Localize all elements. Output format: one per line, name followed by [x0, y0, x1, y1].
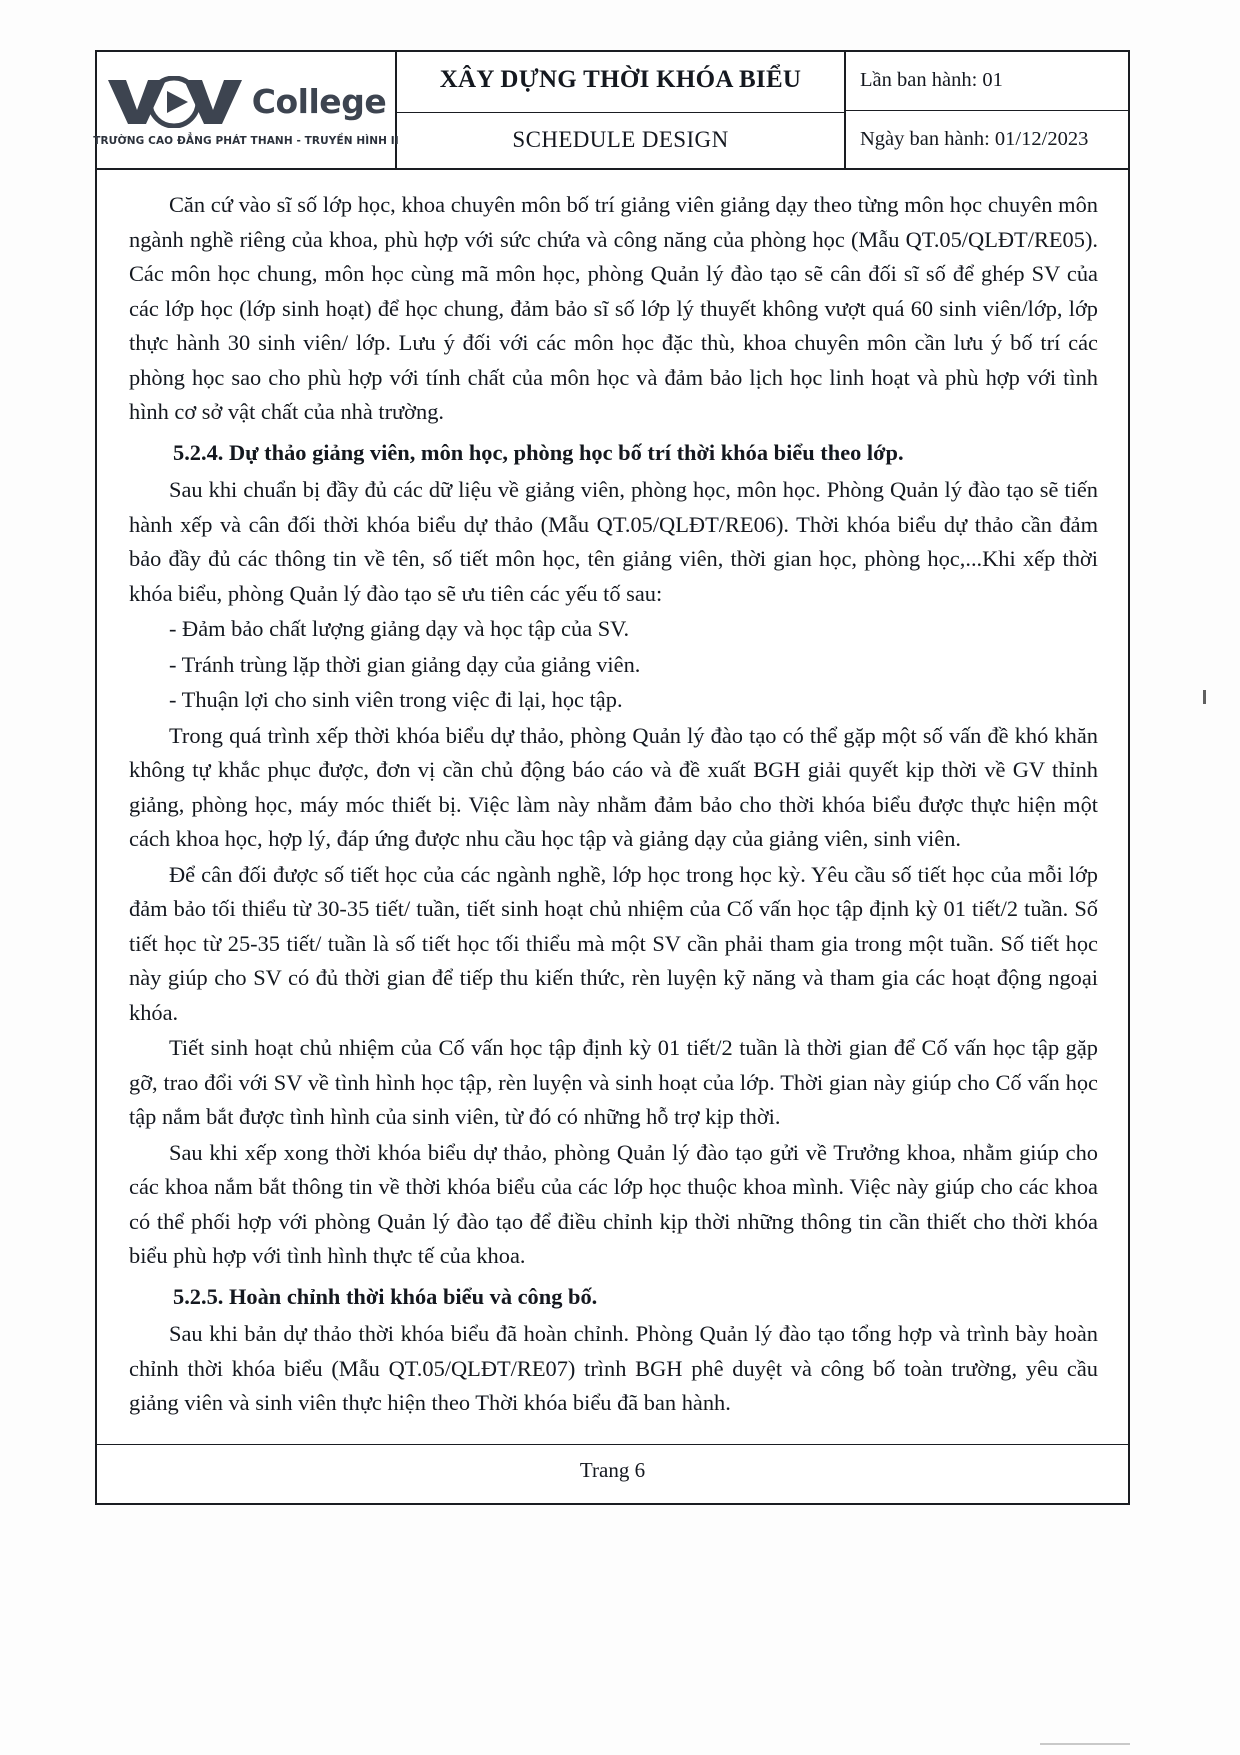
bullet-2: - Tránh trùng lặp thời gian giảng dạy của giảng viên.	[169, 651, 641, 677]
paragraph-5: Tiết sinh hoạt chủ nhiệm của Cố vấn học tập định kỳ 01 tiết/2 tuần là thời gian để Cố vấn học tập gặp gỡ, trao đổi với SV về tình hình học tập, rèn luyện và sinh hoạt của lớp. Thời gian này giúp cho Cố vấn học tập nắm bắt được tình hình của sinh viên, từ đó có những hỗ trợ kịp thời.	[129, 1035, 1098, 1129]
scan-edge-mark	[1203, 690, 1206, 704]
issue-number: Lần ban hành: 01	[846, 52, 1128, 111]
document-header	[93, 52, 1128, 170]
paragraph-4: Để cân đối được số tiết học của các ngành nghề, lớp học trong học kỳ. Yêu cầu số tiết học của mỗi lớp đảm bảo tối thiểu từ 30-35 tiết/ tuần, tiết sinh hoạt chủ nhiệm của Cố vấn học tập định kỳ 01 tiết/2 tuần. Số tiết học từ 25-35 tiết/ tuần là số tiết học tối thiểu mà một SV cần phải tham gia trong một tuần. Số tiết học này giúp cho SV có đủ thời gian để tiếp thu kiến thức, rèn luyện kỹ năng và tham gia các hoạt động ngoại khóa.	[129, 861, 1098, 1025]
vov-logo-icon	[106, 76, 246, 128]
header-title-cell	[397, 52, 846, 168]
paragraph-7: Sau khi bản dự thảo thời khóa biểu đã hoàn chỉnh. Phòng Quản lý đào tạo tổng hợp và trình bày hoàn chỉnh thời khóa biểu (Mẫu QT.05/QLĐT/RE07) trình BGH phê duyệt và công bố toàn trường, yêu cầu giảng viên và sinh viên thực hiện theo Thời khóa biểu đã ban hành.	[129, 1321, 1098, 1415]
logo-subtitle: TRƯỜNG CAO ĐẲNG PHÁT THANH - TRUYỀN HÌNH II	[93, 134, 399, 147]
issue-date: Ngày ban hành: 01/12/2023	[860, 127, 1089, 150]
paragraph-1: Căn cứ vào sĩ số lớp học, khoa chuyên môn bố trí giảng viên giảng dạy theo từng môn học chuyên môn ngành nghề riêng của khoa, phù hợp với sức chứa và công năng của phòng học (Mẫu QT.05/QLĐT/RE05). Các môn học chung, môn học cùng mã môn học, phòng Quản lý đào tạo sẽ cân đối sĩ số để ghép SV của các lớp học (lớp sinh hoạt) để học chung, đảm bảo sĩ số lớp lý thuyết không vượt quá 60 sinh viên/lớp, lớp thực hành 30 sinh viên/ lớp. Lưu ý đối với các môn học đặc thù, khoa chuyên môn cần lưu ý bố trí các phòng học sao cho phù hợp với tính chất của môn học và đảm bảo lịch học linh hoạt và phù hợp với tình hình cơ sở vật chất của nhà trường.	[129, 192, 1098, 424]
heading-5-2-5: 5.2.5. Hoàn chỉnh thời khóa biểu và công bố.	[173, 1283, 598, 1309]
header-logo-cell	[93, 52, 399, 168]
document-frame	[95, 50, 1130, 1505]
bullet-3: - Thuận lợi cho sinh viên trong việc đi lại, học tập.	[169, 687, 623, 712]
logo-row	[106, 76, 386, 128]
scan-bottom-mark	[1040, 1743, 1130, 1745]
logo-wordmark: College	[251, 82, 387, 121]
bullet-1: - Đảm bảo chất lượng giảng dạy và học tập của SV.	[169, 616, 630, 641]
paragraph-2: Sau khi chuẩn bị đầy đủ các dữ liệu về giảng viên, phòng học, môn học. Phòng Quản lý đào tạo sẽ tiến hành xếp và cân đối thời khóa biểu dự thảo (Mẫu QT.05/QLĐT/RE06). Thời khóa biểu dự thảo cần đảm bảo đầy đủ các thông tin về tên, số tiết môn học, tên giảng viên, thời gian học, phòng học,...Khi xếp thời khóa biểu, phòng Quản lý đào tạo sẽ ưu tiên các yếu tố sau:	[129, 477, 1098, 606]
document-title-vi: XÂY DỰNG THỜI KHÓA BIỂU	[397, 52, 844, 113]
page-footer: Trang 6	[579, 1458, 646, 1482]
header-meta-cell	[846, 52, 1128, 168]
document-body	[97, 170, 1128, 1421]
footer-divider	[97, 1444, 1128, 1445]
paragraph-6: Sau khi xếp xong thời khóa biểu dự thảo, phòng Quản lý đào tạo gửi về Trưởng khoa, nhằm giúp cho các khoa nắm bắt thông tin về thời khóa biểu của các lớp học thuộc khoa mình. Việc này giúp cho các khoa có thể phối hợp với phòng Quản lý đào tạo để điều chỉnh kịp thời những thông tin cần thiết cho thời khóa biểu phù hợp với tình hình thực tế của khoa.	[129, 1139, 1098, 1268]
heading-5-2-4: 5.2.4. Dự thảo giảng viên, môn học, phòng học bố trí thời khóa biểu theo lớp.	[173, 439, 904, 465]
paragraph-3: Trong quá trình xếp thời khóa biểu dự thảo, phòng Quản lý đào tạo có thể gặp một số vấn đề khó khăn không tự khắc phục được, đơn vị cần chủ động báo cáo và đề xuất BGH giải quyết kịp thời về GV thỉnh giảng, phòng học, máy móc thiết bị. Việc làm này nhằm đảm bảo cho thời khóa biểu được thực hiện một cách khoa học, hợp lý, đáp ứng được nhu cầu học tập và giảng dạy của giảng viên, sinh viên.	[129, 722, 1098, 851]
document-title-en: SCHEDULE DESIGN	[512, 127, 729, 153]
